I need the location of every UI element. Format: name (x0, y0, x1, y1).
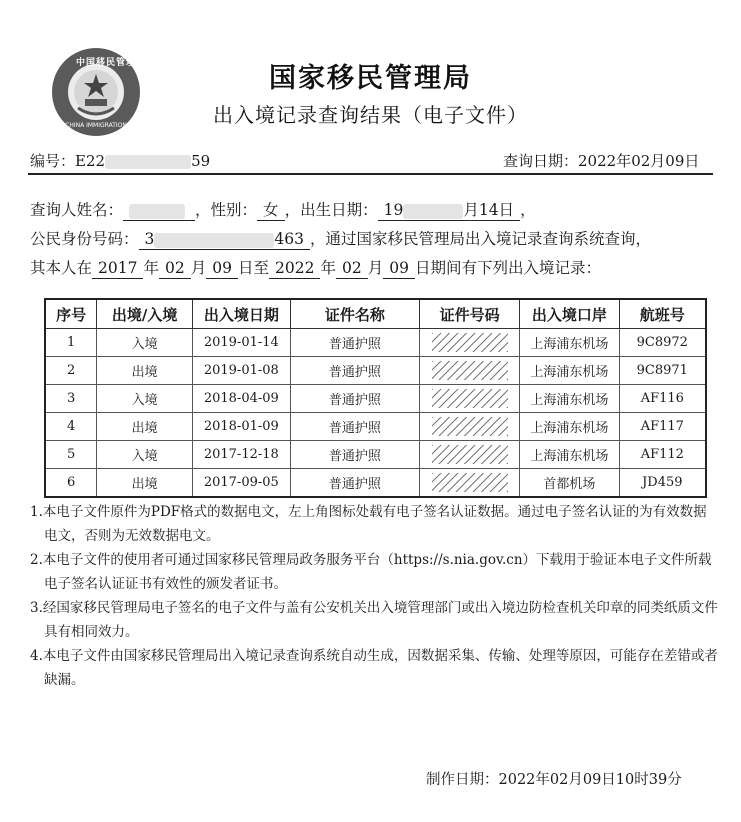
production-date (426, 768, 682, 789)
applicant-line-1 (30, 197, 536, 223)
cell-doc-type: 普通护照 (290, 329, 419, 357)
separator: ， (195, 201, 211, 219)
applicant-line-2 (30, 226, 651, 252)
cell-date: 2017-12-18 (192, 441, 290, 469)
query-date (503, 150, 699, 171)
cell-date: 2017-09-05 (192, 469, 290, 498)
cell-doc-type: 普通护照 (290, 413, 419, 441)
query-statement: ，通过国家移民管理局出入境记录查询系统查询， (309, 230, 651, 248)
to-month: 02 (336, 258, 368, 279)
cell-port: 上海浦东机场 (520, 329, 620, 357)
cell-direction: 出境 (97, 413, 193, 441)
cell-no: 1 (45, 329, 97, 357)
day-unit-to: 日至 (237, 259, 269, 277)
month-unit: 月 (367, 259, 384, 277)
cell-direction: 入境 (97, 385, 193, 413)
col-header-port: 出入境口岸 (520, 299, 620, 329)
table-row (45, 441, 706, 469)
id-prefix: 3 (144, 230, 155, 248)
table-header-row (45, 299, 706, 329)
note-item: 1.本电子文件原件为PDF格式的数据电文，左上角图标处载有电子签名认证数据。通过电子签名认证的为有效数据电文，否则为无效数据电文。 (30, 504, 707, 544)
cell-doc-number-redacted (420, 329, 520, 357)
dob-field (378, 200, 520, 221)
production-date-value: 2022年02月09日10时39分 (498, 772, 682, 788)
cell-no: 2 (45, 357, 97, 385)
redacted-block (403, 204, 463, 219)
redacted-block (129, 204, 185, 219)
cell-doc-number-redacted (420, 469, 520, 498)
query-date-label: 查询日期： (503, 152, 579, 170)
redaction-hatch (432, 333, 508, 352)
period-tail: 日期间有下列出入境记录： (414, 259, 601, 277)
cell-doc-type: 普通护照 (290, 469, 419, 498)
table-row (45, 329, 706, 357)
redaction-hatch (432, 361, 508, 380)
col-header-doc-number: 证件号码 (420, 299, 520, 329)
to-year: 2022 (269, 258, 320, 279)
cell-port: 上海浦东机场 (520, 441, 620, 469)
serial-label: 编号： (30, 152, 76, 170)
cell-date: 2018-04-09 (192, 385, 290, 413)
period-lead: 其本人在 (30, 259, 93, 277)
applicant-name-field (123, 200, 195, 221)
from-day: 09 (206, 258, 238, 279)
dob-prefix: 19 (383, 201, 404, 219)
applicant-line-3 (30, 255, 601, 281)
col-header-flight: 航班号 (619, 299, 706, 329)
seal-bottom-text: CHINA IMMIGRATION (65, 122, 127, 129)
cell-no: 5 (45, 441, 97, 469)
gender-label: 性别： (210, 201, 258, 219)
redaction-hatch (432, 417, 508, 436)
table-row (45, 357, 706, 385)
note-item: 4.本电子文件由国家移民管理局出入境记录查询系统自动生成，因数据采集、传输、处理等原因，可能存在差错或者缺漏。 (30, 648, 718, 688)
cell-no: 6 (45, 469, 97, 498)
header-divider (28, 173, 713, 175)
cell-direction: 入境 (97, 329, 193, 357)
cell-doc-number-redacted (420, 357, 520, 385)
cell-flight: 9C8972 (619, 329, 706, 357)
id-label: 公民身份号码： (30, 230, 139, 248)
col-header-no: 序号 (45, 299, 97, 329)
dob-suffix: 月14日 (463, 201, 515, 219)
seal-top-text: 中国移民管理 (76, 58, 137, 68)
serial-prefix: E22 (75, 152, 106, 170)
cell-flight: 9C8971 (619, 357, 706, 385)
cell-flight: AF112 (619, 441, 706, 469)
document-subtitle: 出入境记录查询结果（电子文件） (213, 103, 528, 127)
cell-direction: 出境 (97, 357, 193, 385)
cell-no: 4 (45, 413, 97, 441)
id-number-field (139, 229, 310, 250)
cell-date: 2018-01-09 (192, 413, 290, 441)
cell-flight: JD459 (619, 469, 706, 498)
table-row (45, 413, 706, 441)
cell-direction: 出境 (97, 469, 193, 498)
separator: ， (284, 201, 301, 219)
redaction-hatch (432, 473, 508, 492)
cell-doc-type: 普通护照 (290, 357, 419, 385)
year-unit: 年 (320, 259, 336, 277)
cell-port: 上海浦东机场 (520, 385, 620, 413)
redacted-block (154, 233, 274, 248)
redaction-hatch (432, 445, 508, 464)
gender-value: 女 (257, 200, 285, 221)
production-date-label: 制作日期： (426, 772, 499, 788)
col-header-date: 出入境日期 (192, 299, 290, 329)
cell-date: 2019-01-08 (192, 357, 290, 385)
id-suffix: 463 (274, 230, 304, 248)
cell-port: 上海浦东机场 (520, 357, 620, 385)
cell-doc-number-redacted (420, 413, 520, 441)
note-item: 3.经国家移民管理局电子签名的电子文件与盖有公安机关出入境管理部门或出入境边防检查机关印章的同类纸质文件具有相同效力。 (30, 600, 718, 640)
year-unit: 年 (143, 259, 159, 277)
cell-doc-number-redacted (420, 441, 520, 469)
cell-flight: AF116 (619, 385, 706, 413)
dob-label: 出生日期： (300, 201, 378, 219)
entry-exit-records-table (44, 298, 707, 498)
cell-date: 2019-01-14 (192, 329, 290, 357)
from-month: 02 (159, 258, 191, 279)
col-header-direction: 出境/入境 (97, 299, 193, 329)
to-day: 09 (383, 258, 415, 279)
table-row (45, 385, 706, 413)
cell-flight: AF117 (619, 413, 706, 441)
serial-number (30, 150, 210, 171)
from-year: 2017 (92, 258, 143, 279)
serial-suffix: 59 (191, 152, 211, 170)
note-item: 2.本电子文件的使用者可通过国家移民管理局政务服务平台（https://s.nia.gov.cn）下载用于验证本电子文件所载电子签名认证证书有效性的颁发者证书。 (30, 552, 712, 592)
cell-port: 上海浦东机场 (520, 413, 620, 441)
name-label: 查询人姓名： (30, 201, 124, 219)
cell-direction: 入境 (97, 441, 193, 469)
cell-doc-number-redacted (420, 385, 520, 413)
table-row (45, 469, 706, 498)
separator: ， (520, 201, 536, 219)
cell-doc-type: 普通护照 (290, 385, 419, 413)
cell-port: 首都机场 (520, 469, 620, 498)
cell-doc-type: 普通护照 (290, 441, 419, 469)
cell-no: 3 (45, 385, 97, 413)
col-header-doc-type: 证件名称 (290, 299, 419, 329)
query-date-value: 2022年02月09日 (578, 152, 700, 170)
redaction-hatch (432, 389, 508, 408)
month-unit: 月 (190, 259, 207, 277)
notes-section (30, 500, 720, 692)
redacted-block (105, 155, 191, 169)
document-title: 国家移民管理局 (269, 63, 472, 94)
